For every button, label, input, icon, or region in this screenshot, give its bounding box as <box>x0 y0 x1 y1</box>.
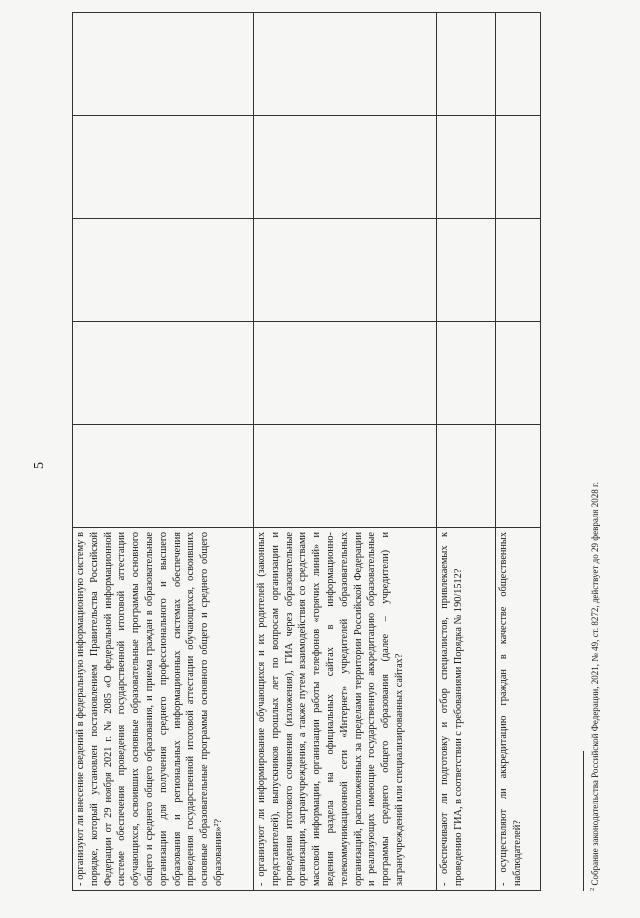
question-cell: - организуют ли информирование обучающихся и их родителей (законных представителей), выпускников прошлых лет по вопросам организации и проведения итогового сочинения (изложения), ГИА через образовательные организации, загранучреждения, а также путем взаимодействия со средствами массовой информации, организации работы телефонов «горячих линий» и ведения раздела на официальных сайтах в информационно-телекоммуникационной сети «Интернет» учредителей образовательных организаций, расположенных за пределами территории Российской Федерации и реализующих имеющие государственную аккредитацию образовательные программы среднего общего образования (далее – учредители) и загранучреждений или специализированных сайтах? <box>254 528 437 891</box>
question-cell: - обеспечивают ли подготовку и отбор специалистов, привлекаемых к проведению ГИА, в соответствии с требованиями Порядка № 190/1512? <box>437 528 496 891</box>
footnote-text: Собрание законодательства Российской Федерации, 2021, № 49, ст. 8272, действует до 29 февраля 2028 г. <box>590 482 600 888</box>
answer-cell <box>496 322 541 425</box>
question-cell: - осуществляют ли аккредитацию граждан в качестве общественных наблюдателей? <box>496 528 541 891</box>
table-row <box>496 13 541 891</box>
answer-cell <box>496 116 541 219</box>
answer-cell <box>73 116 254 219</box>
footnote-divider <box>583 751 584 891</box>
answer-cell <box>73 219 254 322</box>
answer-cell <box>254 425 437 528</box>
checklist-table <box>72 12 541 891</box>
answer-cell <box>73 13 254 116</box>
answer-cell <box>437 425 496 528</box>
footnote <box>589 482 600 891</box>
page-number: 5 <box>32 462 47 469</box>
answer-cell <box>496 425 541 528</box>
answer-cell <box>437 116 496 219</box>
question-cell: - организуют ли внесение сведений в федеральную информационную систему в порядке, который установлен постановлением Правительства Российской Федерации от 29 ноября 2021 г. № 2085 «О федеральной информационной системе обеспечения проведения государственной итоговой аттестации обучающихся, освоивших основные образовательные программы основного общего и среднего общего образования, и приема граждан в образовательные организации для получения среднего профессионального и высшего образования и региональных информационных системах обеспечения проведения государственной итоговой аттестации обучающихся, освоивших основные образовательные программы основного общего и среднего общего образования»²? <box>73 528 254 891</box>
answer-cell <box>73 322 254 425</box>
answer-cell <box>254 116 437 219</box>
table-row <box>254 13 437 891</box>
answer-cell <box>496 219 541 322</box>
answer-cell <box>437 219 496 322</box>
answer-cell <box>496 13 541 116</box>
answer-cell <box>437 322 496 425</box>
answer-cell <box>254 13 437 116</box>
answer-cell <box>437 13 496 116</box>
table-row <box>437 13 496 891</box>
answer-cell <box>73 425 254 528</box>
footnote-mark: 2 <box>589 887 596 891</box>
answer-cell <box>254 322 437 425</box>
table-row <box>73 13 254 891</box>
answer-cell <box>254 219 437 322</box>
